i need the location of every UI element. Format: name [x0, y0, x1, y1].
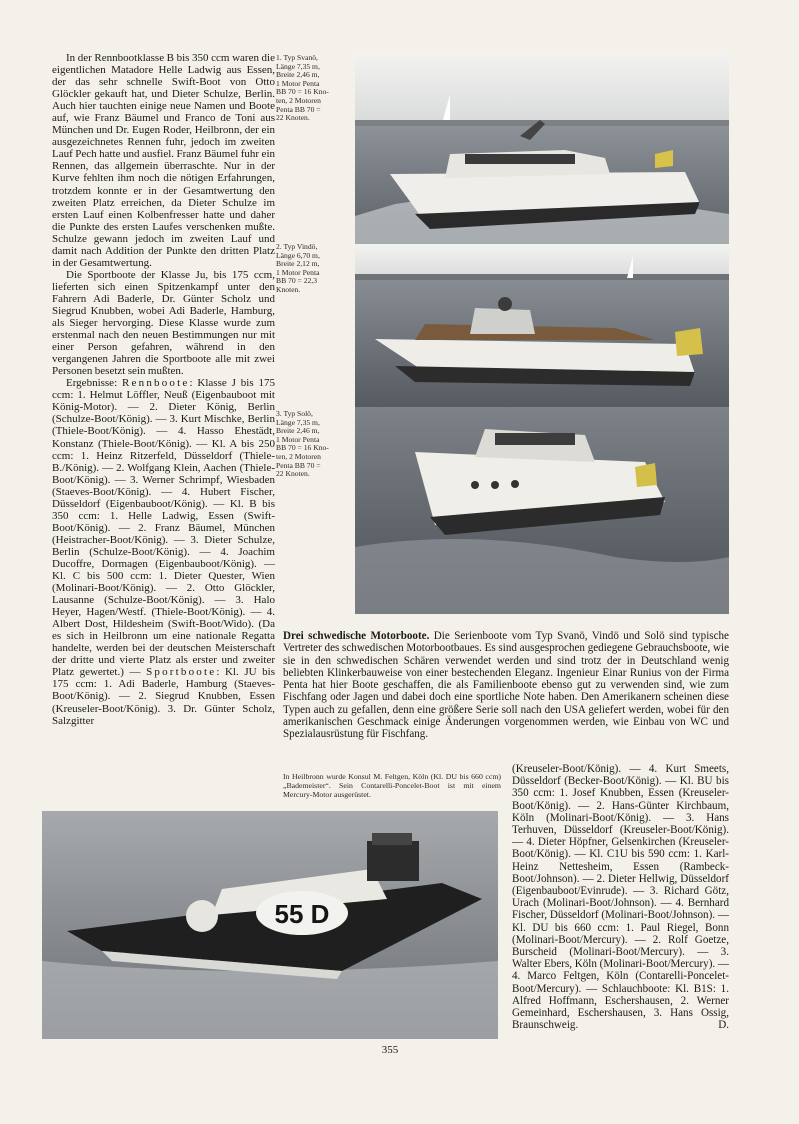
photo-vindo-boat: [355, 244, 729, 407]
caption-solo: 3. Typ Solö, Länge 7,35 m, Breite 2,46 m, 1 Motor Penta BB 70 = 16 Kno- ten, 2 Motoren Penta BB 70 = 22 Knoten.: [276, 409, 329, 479]
main-caption-text: Die Serienboote vom Typ Svanö, Vindö und Solö sind typische Vertreter des schwedischen Motorbootbaues. Es sind ausgesprochen gediegene Gebrauchsboote, wie sie in den schwedischen Schären verwendet werden und sind trotz der in Deutschland wenig beliebten Klinkerbauweise von einer bestechenden Eleganz. Ingenieur Einar Runius von der Firma Penta hat hier Boote geschaffen, die als Familienboote ebenso gut zu verwenden sind, wie zum Fischfang oder Jagen und dabei doch eine sportliche Note haben. Den Amerikanern scheinen diese Typen auch zu gefallen, denn eine größere Serie soll nach den USA geliefert werden, wobei für den amerikanischen Geschmack einige Änderungen vorgenommen werden, wie Einbau von WC und Spezialausrüstung für Fischfang.: [283, 630, 729, 741]
author-initial: D.: [718, 1019, 729, 1032]
article-paragraph: Die Sportboote der Klasse Ju, bis 175 ccm, lieferten sich einen Spitzenkampf unter den Fahrern Adi Baderle, Dr. Günter Scholz und Siegrud Knubben, wobei Adi Baderle, Hamburg, als Sieger hervorging. Diese Klasse wurde zum erstenmal nach den neuen Bestimmungen nur mit einer Person gefahren, während in den vergangenen Jahren die Sportboote alle mit zwei Personen besetzt sein mußten.: [52, 268, 275, 378]
results-rennboote-text: : Klasse J bis 175 ccm: 1. Helmut Löffler, Neuß (Eigenbauboot mit König-Motor). — 2. Dieter König, Berlin (Schulze-Boot/König). — 3. Kurt Mischke, Berlin (Thiele-Boot/König). — 4. Hasso Ehestädt, Konstanz (Thiele-Boot/König). — Kl. A bis 250 ccm: 1. Heinz Ritzerfeld, Düsseldorf (Thiele-B./König). — 2. Wolfgang Klein, Aachen (Thiele-Boot/König). — 3. Werner Schrimpf, Wiesbaden (Staeves-Boot/König). — 4. Hubert Fischer, Düsseldorf (Eigenbauboot/König). — Kl. B bis 350 ccm: 1. Helle Ladwig, Essen (Swift-Boot/König). — 2. Franz Bäumel, München (Heistracher-Boot/König). — 3. Dieter Schulze, Berlin (Schulze-Boot/König). — 4. Joachim Ducoffre, Dormagen (Eigenbauboot/König). — Kl. C bis 500 ccm: 1. Dieter Quester, Wien (Molinari-Boot/König). — 2. Otto Glöckler, Lausanne (Schulze-Boot/König). — 3. Halo Heyer, Hagen/Westf. (Thiele-Boot/König). — 4. Albert Dost, Hildesheim (Swift-Boot/Wido). (Da es sich in Heilbronn um eine nationale Regatta handelte, werden bei der deutschen Meisterschaft der dritte und vierte Platz als erster und zweiter Platz gewertet.) —: [52, 377, 275, 679]
caption-svano: 1. Typ Svanö, Länge 7,35 m, Breite 2,46 m, 1 Motor Penta BB 70 = 16 Kno- ten, 2 Motoren Penta BB 70 = 22 Knoten.: [276, 53, 329, 123]
photo-svano-boat: [355, 54, 729, 244]
page-number: 355: [381, 1044, 399, 1056]
article-column-3: [512, 763, 729, 1031]
article-paragraph: In der Rennbootklasse B bis 350 ccm waren die eigentlichen Matadore Helle Ladwig aus Essen, der das sehr schnelle Swift-Boot von Otto Glöckler gekauft hat, und Dieter Schulze, Berlin. Auch hier tauchten einige neue Namen und Boote auf, wie Franz Bäumel und Franco de Toni aus München und Dr. Eugen Roder, Heilbronn, der ein ausgezeichnetes Rennen fuhr, jedoch im zweiten Lauf Pech hatte und ausfiel. Franz Bäumel fuhr ein Rennen, das allgemein überraschte. Nur in der Kurve fehlten ihm noch die nötigen Erfahrungen, trotzdem konnte er in der Gesamtwertung den zweiten Platz erreichen, da Dieter Schulze im ersten Lauf einen Kolbenfresser hatte und daher die Punkte des ersten Laufes verschenken mußte. Schulze gewann jedoch im zweiten Lauf und damit nach Addition der Punkte den dritten Platz in der Gesamtwertung.: [52, 52, 275, 269]
race-boat-number: 55 D: [274, 899, 330, 929]
results-intro: Ergebnisse:: [66, 377, 118, 390]
results-sportboote-text: : Kl. JU bis 175 ccm: 1. Adi Baderle, Hamburg (Staeves-Boot/König). — 2. Siegrud Knubben, Essen (Kreuseler-Boot/König). 3. Dr. Günter Scholz, Salzgitter: [52, 666, 275, 727]
results-paragraph: [52, 377, 275, 726]
main-photo-caption: [283, 630, 729, 741]
photo-race-boat: [42, 811, 498, 1039]
caption-vindo: 2. Typ Vindö, Länge 6,70 m, Breite 2,12 m, 1 Motor Penta BB 70 = 22,3 Knoten.: [276, 242, 320, 294]
article-column-1: [52, 52, 275, 727]
photo-solo-boat: [355, 407, 729, 614]
caption-heilbronn: In Heilbronn wurde Konsul M. Feltgen, Köln (Kl. DU bis 660 ccm) „Bademeister“. Sein Contarelli-Poncelet-Boot ist mit einem Mercury-Motor ausgerüstet.: [283, 772, 501, 800]
results-rennboote-label: Rennboote: [122, 377, 190, 390]
results-sportboote-label: Sportboote: [146, 666, 217, 679]
results-continuation: (Kreuseler-Boot/König). — 4. Kurt Smeets, Düsseldorf (Becker-Boot/König). — Kl. BU bis 350 ccm: 1. Josef Knubben, Essen (Kreuseler-Boot/König). — 2. Hans-Günter Kirchbaum, Köln (Molinari-Boot/König). — 3. Hans Terhuven, Düsseldorf (Kreuseler-Boot/König). — 4. Dieter Höpfner, Gelsenkirchen (Kreuseler-Boot/König). — Kl. C1U bis 590 ccm: 1. Karl-Heinz Nettesheim, Essen (Rambeck-Boot/Johnson). — 2. Dieter Hellwig, Düsseldorf (Eigenbauboot/Evinrude). — 3. Richard Götz, Urach (Molinari-Boot/Johnson). — 4. Bernhard Fischer, Düsseldorf (Molinari-Boot/Johnson). — Kl. DU bis 660 ccm: 1. Paul Riegel, Bonn (Molinari-Boot/Mercury). — 2. Rolf Goetze, Burscheid (Molinari-Boot/Mercury). — 3. Walter Ebers, Köln (Molinari-Boot/Mercury). — 4. Marco Feltgen, Köln (Contarelli-Poncelet-Boot/Mercury). — Schlauchboote: Kl. B1S: 1. Alfred Hoffmann, Eschershausen, 2. Werner Gemeinhard, Eschershausen, 3. Hans Ossig, Braunschweig.: [512, 763, 729, 1032]
main-caption-title: Drei schwedische Motorboote.: [283, 630, 430, 642]
